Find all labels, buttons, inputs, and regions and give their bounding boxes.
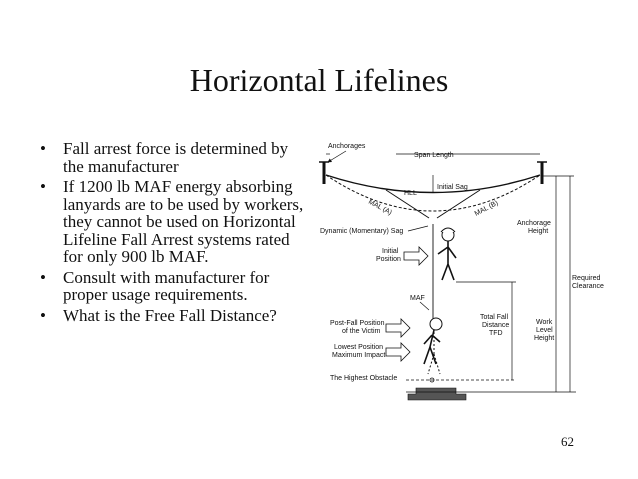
work-level-label-3: Height bbox=[534, 335, 555, 342]
maf-label: MAF bbox=[410, 295, 425, 302]
lowest-position-arrow-icon bbox=[386, 343, 410, 361]
anchorages-label: Anchorages bbox=[328, 143, 366, 150]
mal-b-label: MAL (B) bbox=[473, 199, 500, 218]
worker-post-fall-figure bbox=[424, 292, 442, 364]
obstacle-block bbox=[408, 388, 466, 400]
total-fall-label-2: Distance bbox=[482, 322, 510, 329]
horizontal-lifeline-diagram bbox=[316, 132, 616, 414]
anchorage-height-label-1: Anchorage bbox=[517, 220, 551, 227]
bullet-dot-icon: • bbox=[40, 267, 46, 287]
post-fall-label-1: Post-Fall Position bbox=[330, 320, 385, 327]
required-clearance-label-2: Clearance bbox=[572, 283, 604, 290]
total-fall-label-3: TFD bbox=[489, 330, 503, 337]
right-anchorage-post bbox=[537, 162, 547, 184]
anchorage-height-label-2: Height bbox=[528, 228, 549, 235]
bullet-text: If 1200 lb MAF energy absorbing lanyards are to be used by workers, they cannot be used on Horizontal Lifeline Fall Arrest systems rated for only 900 lb MAF. bbox=[63, 177, 304, 266]
bullet-text: Fall arrest force is determined by the manufacturer bbox=[63, 139, 289, 176]
span-length-label: Span Length bbox=[414, 152, 454, 159]
bullet-item bbox=[36, 140, 304, 175]
initial-position-label-1: Initial bbox=[382, 248, 399, 255]
bullet-list bbox=[36, 140, 304, 327]
bullet-item bbox=[36, 178, 304, 266]
hll-label: HLL bbox=[404, 190, 417, 197]
required-clearance-label-1: Required bbox=[572, 275, 601, 282]
slide-title: Horizontal Lifelines bbox=[189, 62, 449, 98]
total-fall-label-1: Total Fall bbox=[480, 314, 509, 321]
initial-sag-label: Initial Sag bbox=[437, 184, 468, 191]
work-level-label-2: Level bbox=[536, 327, 553, 334]
post-fall-arrow-icon bbox=[386, 319, 410, 337]
lowest-position-label-1: Lowest Position bbox=[334, 344, 384, 351]
bullet-text: Consult with manufacturer for proper usage requirements. bbox=[63, 267, 270, 304]
bullet-item bbox=[36, 307, 304, 325]
page-number: 62 bbox=[561, 434, 574, 449]
worker-initial-figure bbox=[433, 224, 456, 292]
work-level-label-1: Work bbox=[536, 319, 553, 326]
initial-position-arrow-icon bbox=[404, 247, 428, 265]
bullet-dot-icon: • bbox=[40, 305, 46, 325]
dynamic-sag-label: Dynamic (Momentary) Sag bbox=[320, 228, 404, 235]
mal-b-lanyard bbox=[437, 190, 480, 218]
bullet-item bbox=[36, 269, 304, 304]
bullet-text: What is the Free Fall Distance? bbox=[63, 305, 277, 325]
bullet-dot-icon: • bbox=[40, 177, 46, 196]
left-anchorage-post bbox=[319, 162, 329, 184]
bullet-dot-icon: • bbox=[40, 139, 46, 158]
lowest-position-label-2: Maximum Impact bbox=[332, 352, 386, 359]
initial-position-label-2: Position bbox=[376, 256, 401, 263]
mal-a-label: MAL (A) bbox=[367, 198, 393, 217]
post-fall-label-2: of the Victim bbox=[342, 328, 381, 335]
highest-obstacle-label: The Highest Obstacle bbox=[330, 375, 398, 382]
